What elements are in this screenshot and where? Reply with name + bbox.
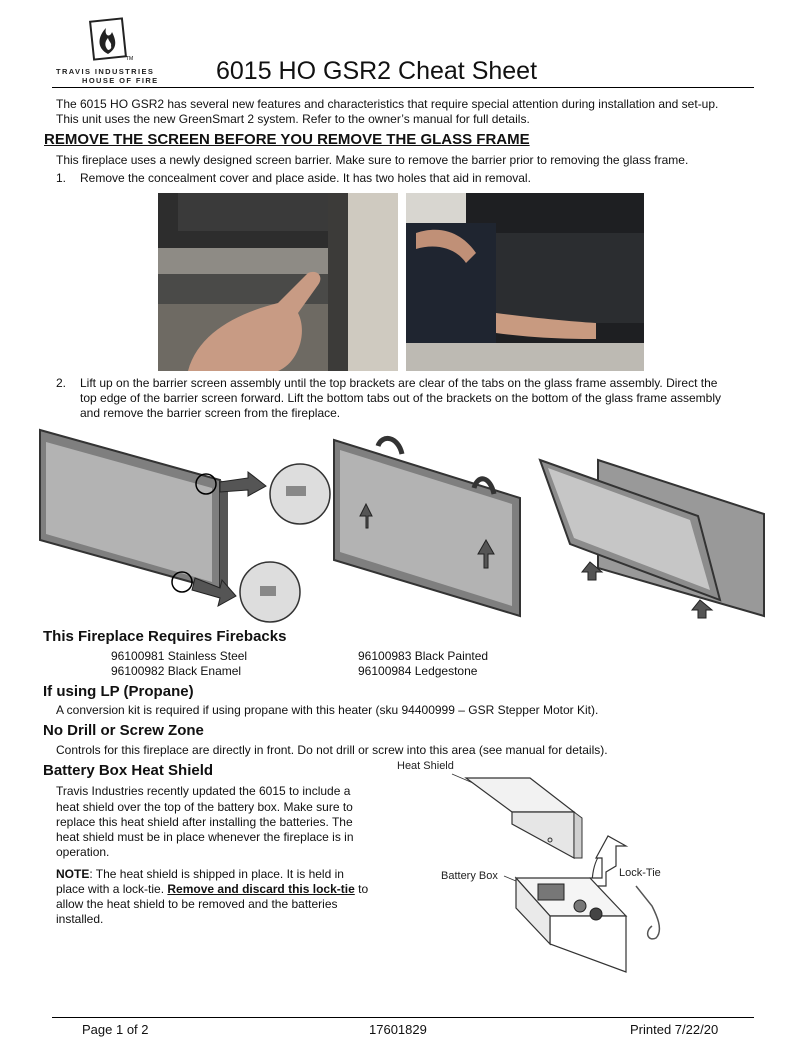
fireback-item: 96100981 Stainless Steel [111,649,248,663]
footer-divider [52,1017,754,1018]
screen-section-heading: REMOVE THE SCREEN BEFORE YOU REMOVE THE GLASS FRAME [44,131,530,148]
photo-screen-removal [406,193,644,371]
fireback-item: 96100984 Ledgestone [358,664,478,678]
battery-heat-shield-diagram [420,766,700,976]
photo-concealment-cover [158,193,398,371]
battery-p1-line: Travis Industries recently updated the 6015 to include a [56,784,351,798]
screen-panel-tilt [540,460,764,618]
footer-printed: Printed 7/22/20 [630,1022,719,1037]
footer-doc-number: 17601829 [369,1022,427,1037]
remove-lock-tie-emphasis: Remove and discard this lock-tie [167,882,355,896]
step2-line3: and remove the barrier screen from the fireplace. [80,406,341,420]
barrier-screen-diagram [30,420,778,626]
step2-line2: top edge of the barrier screen forward. Lift the bottom tabs out of the brackets on the bottom of the glass frame assembly [80,391,722,405]
screen-lead: This fireplace uses a newly designed screen barrier. Make sure to remove the barrier prior to removing the glass frame. [56,153,689,167]
fireback-item: 96100982 Black Enamel [111,664,242,678]
step1-number: 1. [56,171,67,185]
step1-text: Remove the concealment cover and place aside. It has two holes that aid in removal. [80,171,531,185]
battery-note-line2: place with a lock-tie. Remove and discard this lock-tie to [56,882,369,896]
footer-page: Page 1 of 2 [82,1022,149,1037]
battery-note-line3: allow the heat shield to be removed and the batteries [56,897,338,911]
lp-text: A conversion kit is required if using propane with this heater (sku 94400999 – GSR Stepper Motor Kit). [56,703,599,717]
fireback-item: 96100983 Black Painted [358,649,489,663]
step2-line1: Lift up on the barrier screen assembly until the top brackets are clear of the tabs on the glass frame assembly. Direct the [80,376,718,390]
travis-logo [52,14,172,90]
nodrill-heading: No Drill or Screw Zone [43,722,204,739]
header-divider [52,87,754,88]
note-label: NOTE [56,867,90,881]
firebacks-heading: This Fireplace Requires Firebacks [43,628,287,645]
label-lock-tie: Lock-Tie [619,867,661,879]
svg-text:TM: TM [126,56,134,62]
page-title: 6015 HO GSR2 Cheat Sheet [216,57,538,85]
battery-p1-line: operation. [56,845,110,859]
intro-line1: The 6015 HO GSR2 has several new features and characteristics that require special attention during installation and set-up. [56,97,719,111]
battery-note-line4: installed. [56,912,104,926]
battery-p1-line: heat shield over the top of the battery box. Make sure to [56,800,353,814]
step2-number: 2. [56,376,67,390]
label-heat-shield: Heat Shield [397,760,454,772]
battery-p1-line: heat shield must be in place whenever the fireplace is in [56,830,354,844]
logo-text-line2: HOUSE OF FIRE [82,76,159,85]
screen-panel-lift [334,438,520,616]
battery-note-line1: NOTE: The heat shield is shipped in place. It is held in [56,867,344,881]
logo-text-line1: TRAVIS INDUSTRIES [56,67,155,76]
flame-logo-icon [52,14,172,66]
nodrill-text: Controls for this fireplace are directly in front. Do not drill or screw into this area (see manual for details). [56,743,608,757]
label-battery-box: Battery Box [441,870,498,882]
battery-p1-line: replace this heat shield after installing the batteries. The [56,815,353,829]
intro-line2: This unit uses the new GreenSmart 2 system. Refer to the owner’s manual for full details. [56,112,530,126]
battery-heading: Battery Box Heat Shield [43,762,214,779]
screen-panel-front [40,430,228,592]
lp-heading: If using LP (Propane) [43,683,194,700]
